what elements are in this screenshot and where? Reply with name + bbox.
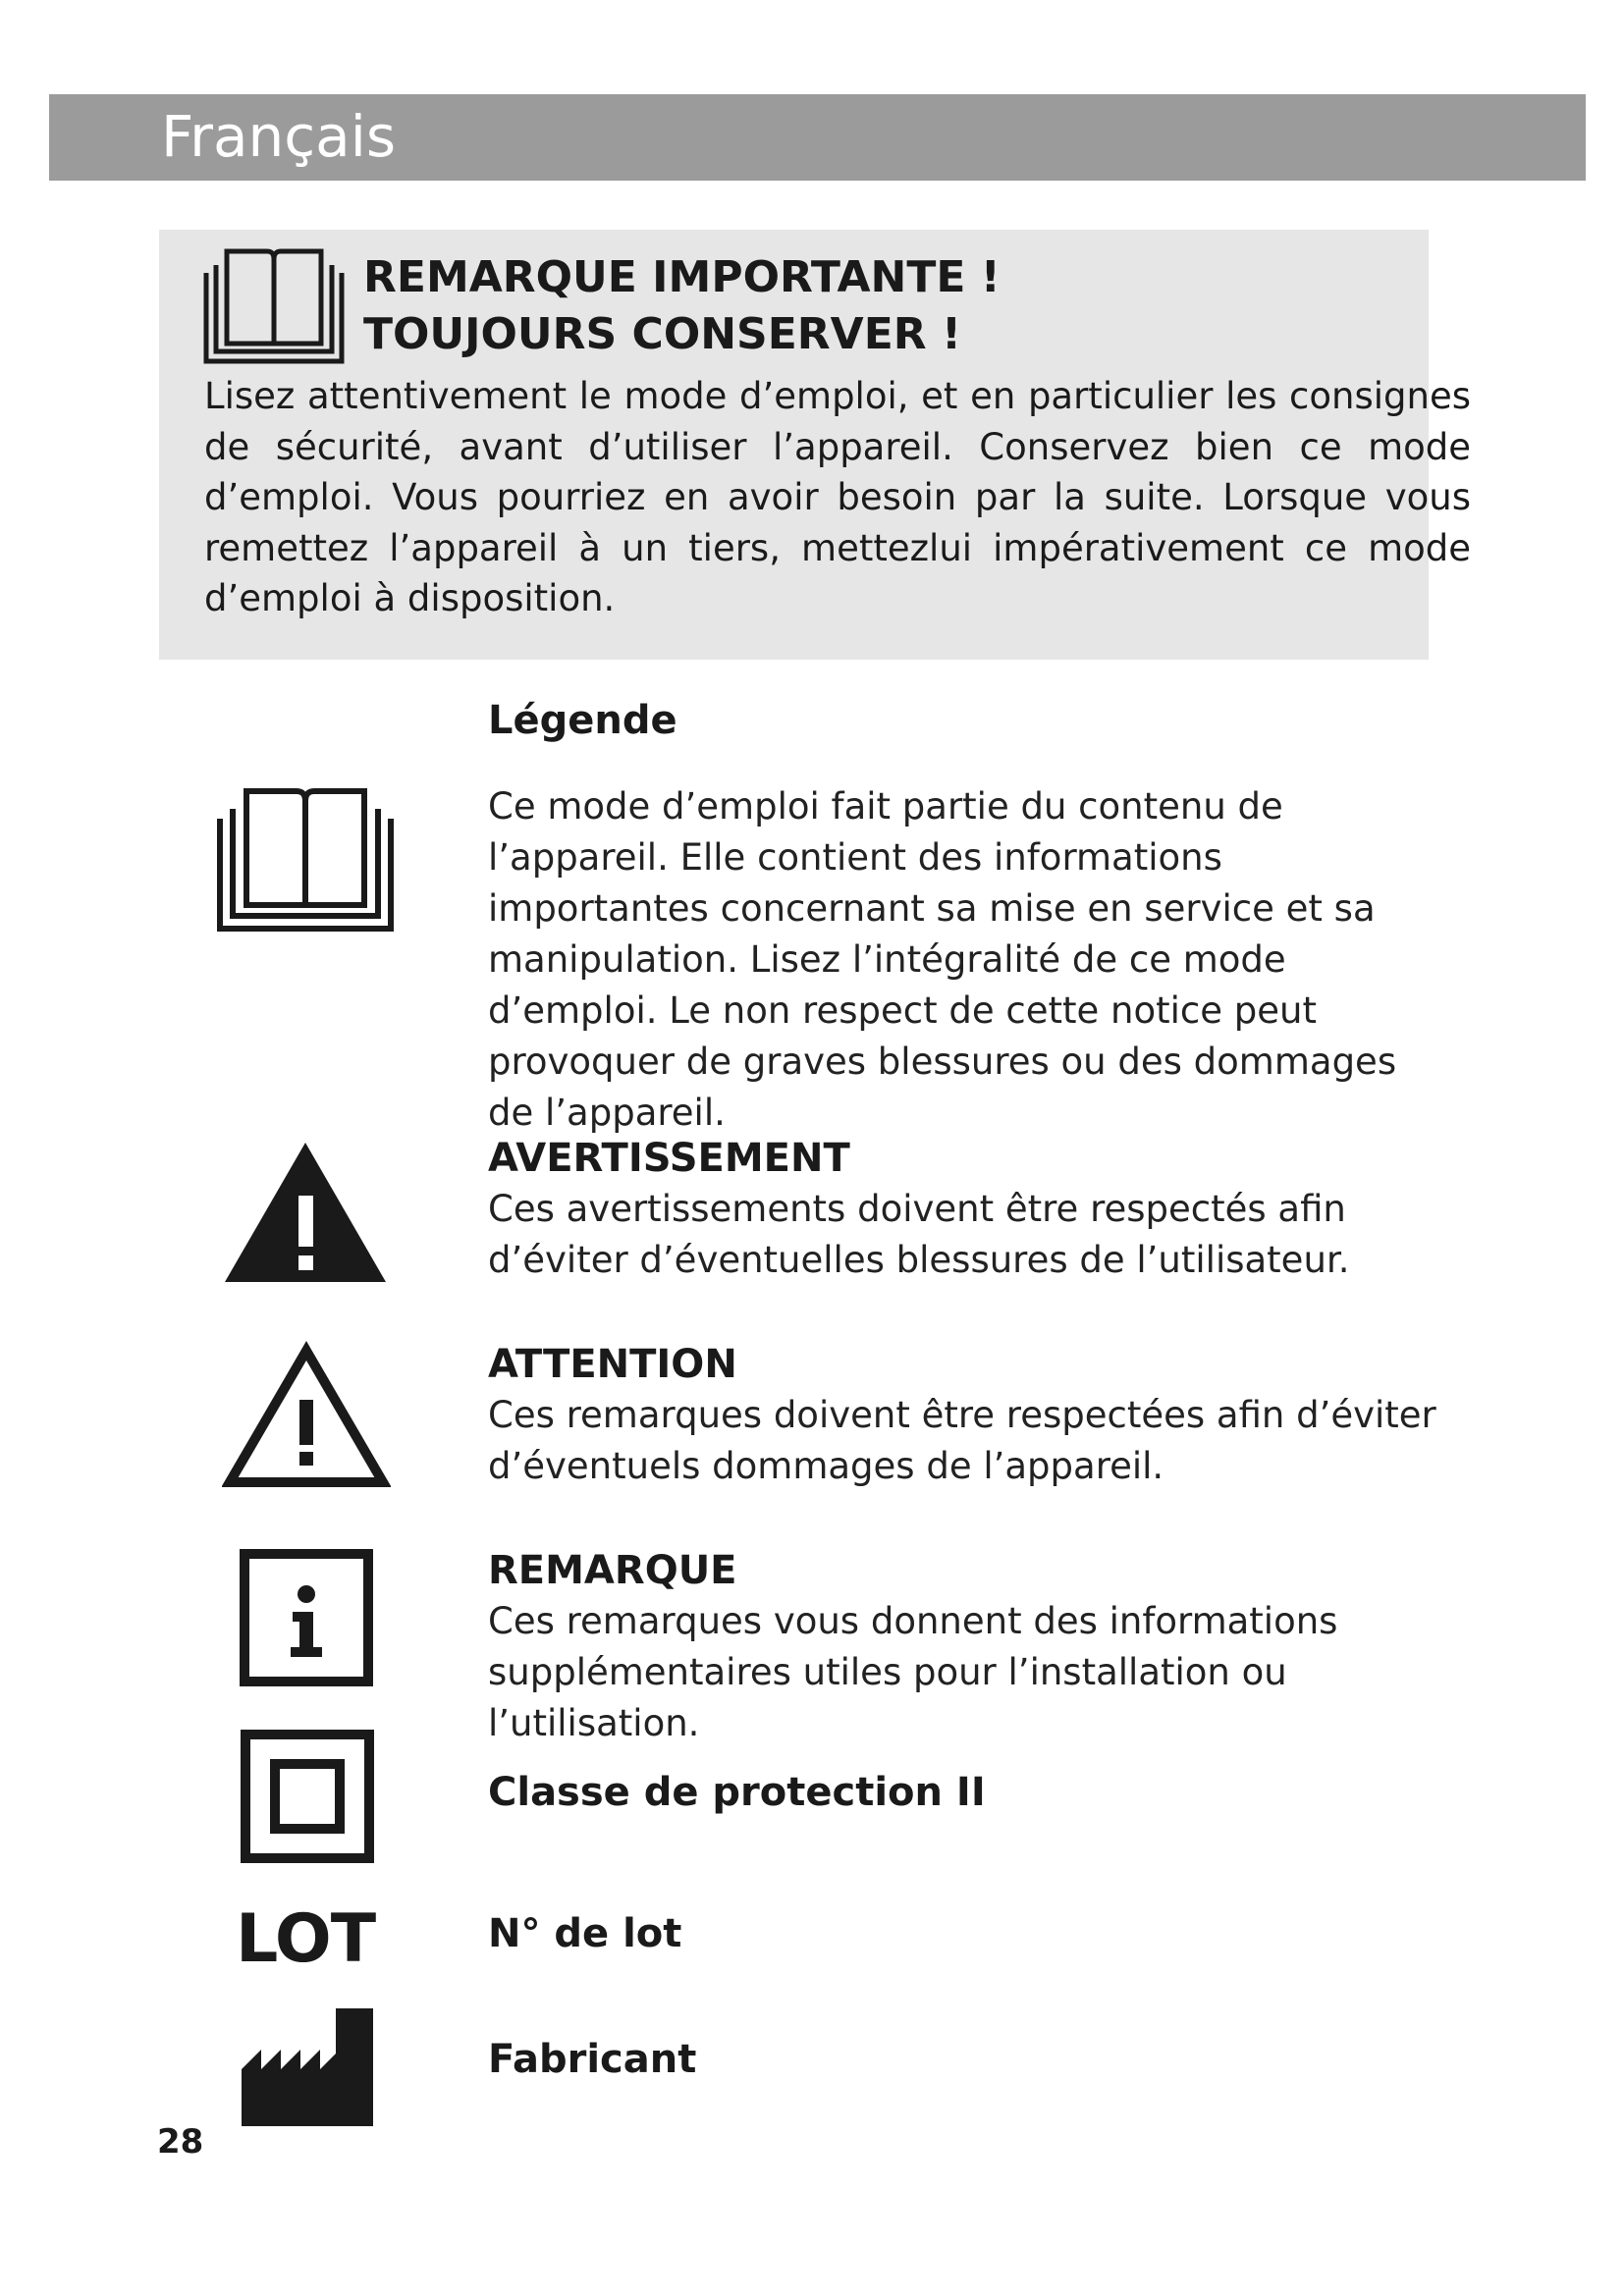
notice-body: Lisez attentivement le mode d’emploi, et en particulier les consignes de sécurité, avant d’utiliser l’appareil. Conservez bien ce mode d’emploi. Vous pourriez en avoir besoin par la suite. Lorsque vous remettez l’appareil à un tiers, mettezlui impérativement ce mode d’emploi à disposition.	[204, 375, 1471, 619]
manufacturer-label: Fabricant	[488, 2037, 697, 2082]
double-square-icon	[241, 1730, 374, 1863]
factory-icon	[242, 2004, 375, 2126]
warning-filled-triangle-icon	[222, 1139, 389, 1286]
language-header-bar	[49, 94, 1586, 181]
legend-row-manufacturer	[488, 2034, 1450, 2085]
note-description: Ces remarques vous donnent des informations supplémentaires utiles pour l’installation ou l’utilisation.	[488, 1600, 1338, 1744]
lot-icon: LOT	[236, 1900, 376, 1978]
lot-label: N° de lot	[488, 1911, 682, 1956]
open-book-icon	[200, 243, 348, 367]
warning-description: Ces avertissements doivent être respectés afin d’éviter d’éventuelles blessures de l’utilisateur.	[488, 1188, 1350, 1281]
page-number: 28	[157, 2122, 204, 2162]
caution-description: Ces remarques doivent être respectées afin d’éviter d’éventuels dommages de l’appareil.	[488, 1394, 1436, 1487]
warning-outline-triangle-icon	[222, 1341, 391, 1490]
important-notice-box	[159, 230, 1471, 660]
legend-title: Légende	[488, 698, 677, 743]
protection-class-label: Classe de protection II	[488, 1770, 986, 1815]
manual-description: Ce mode d’emploi fait partie du contenu de l’appareil. Elle contient des informations importantes concernant sa mise en service et sa manipulation. Lisez l’intégralité de ce mode d’emploi. Le non respect de cette notice peut provoquer de graves blessures ou des dommages de l’appareil.	[488, 785, 1397, 1134]
notice-title	[363, 249, 1001, 363]
note-heading: REMARQUE	[488, 1548, 737, 1593]
legend-row-manual	[488, 781, 1450, 1139]
legend-row-warning	[488, 1133, 1450, 1286]
language-title: Français	[161, 103, 397, 170]
notice-title-line-1: REMARQUE IMPORTANTE !	[363, 252, 1001, 302]
legend-row-lot	[488, 1908, 1450, 1959]
info-box-icon	[240, 1549, 373, 1686]
legend-row-note	[488, 1545, 1450, 1749]
open-book-icon	[214, 783, 397, 934]
notice-title-line-2: TOUJOURS CONSERVER !	[363, 309, 962, 359]
legend-row-protection-class	[488, 1767, 1450, 1818]
legend-row-caution	[488, 1339, 1450, 1492]
caution-heading: ATTENTION	[488, 1342, 737, 1387]
warning-heading: AVERTISSEMENT	[488, 1136, 850, 1181]
